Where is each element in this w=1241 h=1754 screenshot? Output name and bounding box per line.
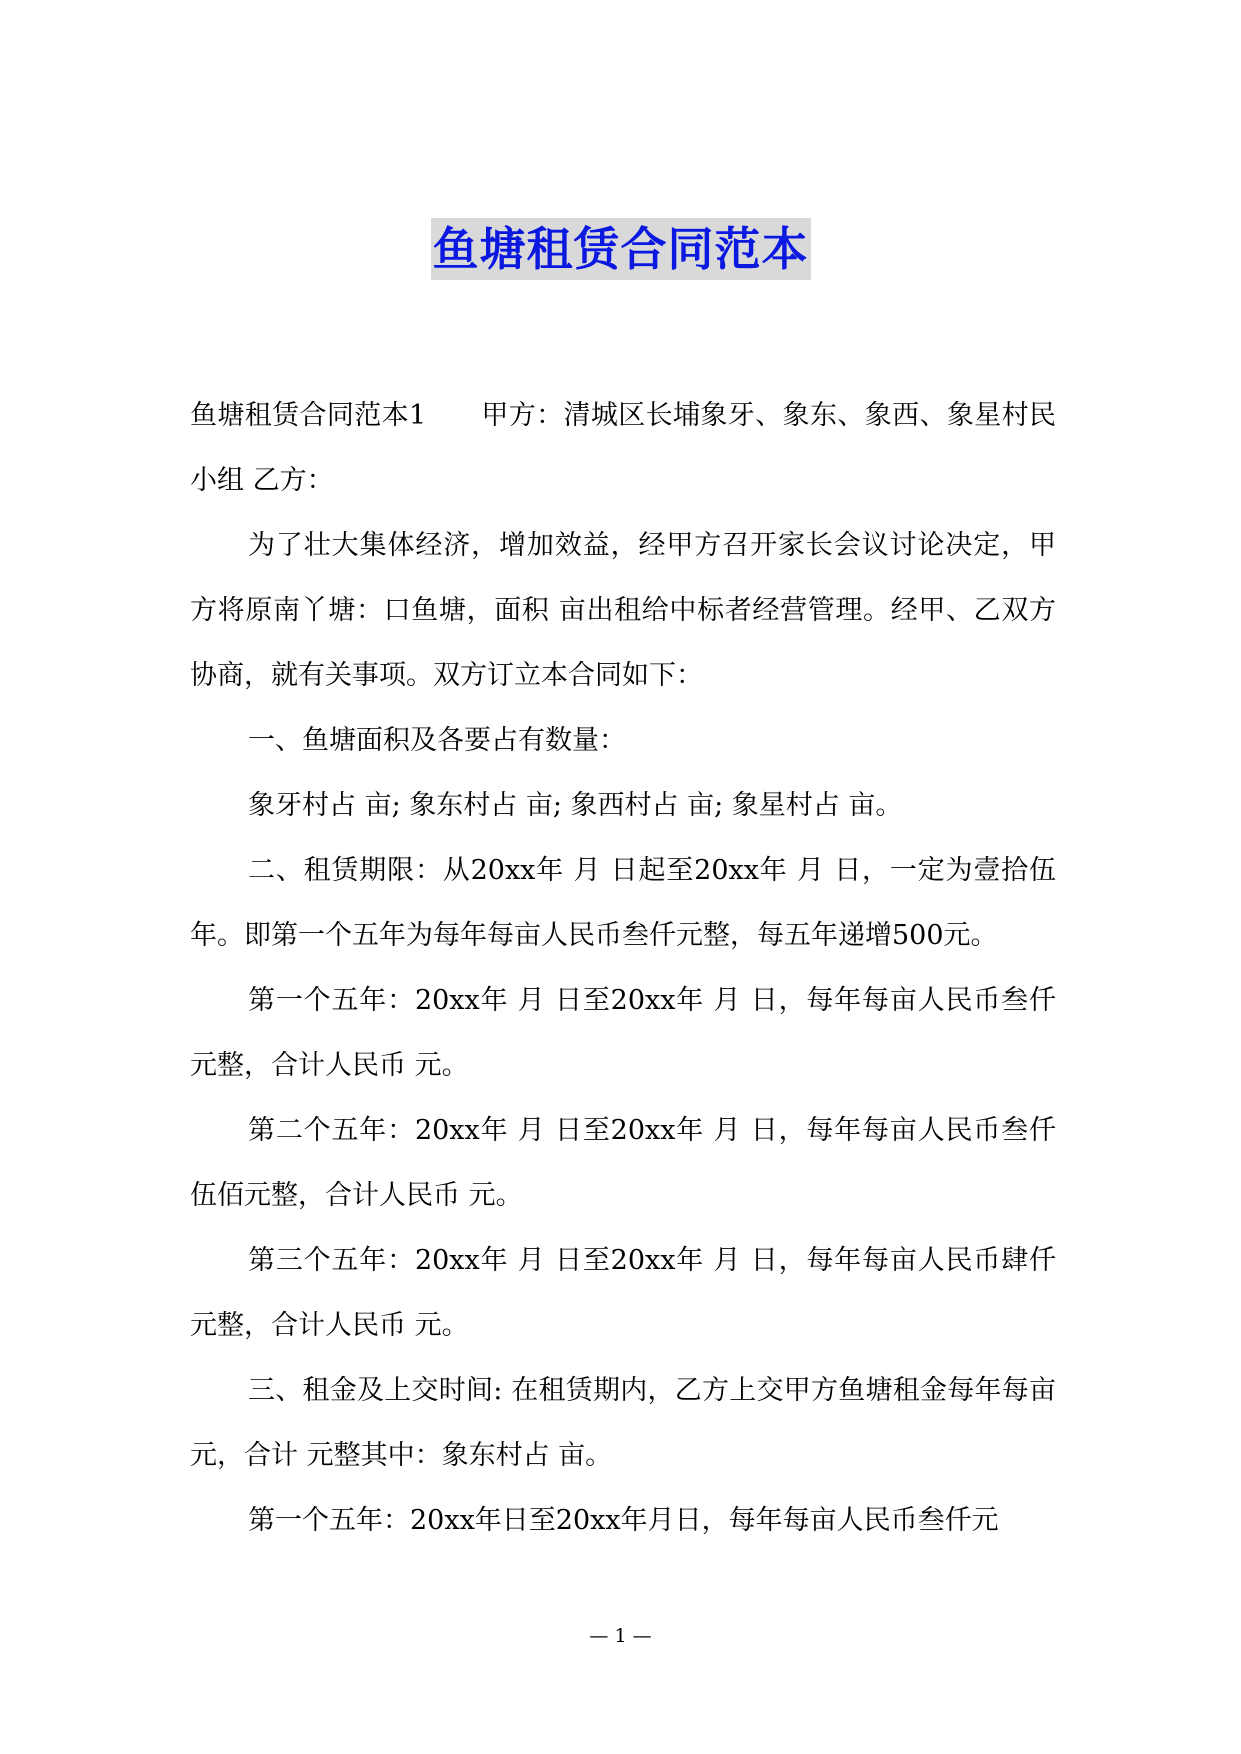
page-number: — 1 — <box>589 1625 652 1647</box>
paragraph: 为了壮大集体经济，增加效益，经甲方召开家长会议讨论决定，甲方将原南丫塘：口鱼塘，面积 亩出租给中标者经营管理。经甲、乙双方协商，就有关事项。双方订立本合同如下： <box>190 530 1056 691</box>
paragraph: 第一个五年：20xx年日至20xx年月日，每年每亩人民币叁仟元 <box>248 1505 999 1536</box>
paragraph: 第三个五年：20xx年 月 日至20xx年 月 日，每年每亩人民币肆仟元整，合计人民币 元。 <box>190 1245 1056 1341</box>
paragraph: 第二个五年：20xx年 月 日至20xx年 月 日，每年每亩人民币叁仟伍佰元整，合计人民币 元。 <box>190 1115 1056 1211</box>
paragraph: 三、租金及上交时间: 在租赁期内，乙方上交甲方鱼塘租金每年每亩 元，合计 元整其中：象东村占 亩。 <box>190 1375 1056 1471</box>
paragraph: 第一个五年：20xx年 月 日至20xx年 月 日，每年每亩人民币叁仟元整，合计人民币 元。 <box>190 985 1056 1081</box>
paragraph: 二、租赁期限：从20xx年 月 日起至20xx年 月 日，一定为壹拾伍年。即第一个五年为每年每亩人民币叁仟元整，每五年递增500元。 <box>190 855 1056 951</box>
document-title: 鱼塘租赁合同范本 <box>431 218 811 280</box>
paragraph: 象牙村占 亩; 象东村占 亩; 象西村占 亩; 象星村占 亩。 <box>248 790 903 821</box>
title-wrapper <box>0 218 1241 280</box>
paragraph: 一、鱼塘面积及各要占有数量： <box>248 725 626 756</box>
paragraph: 鱼塘租赁合同范本1 甲方：清城区长埔象牙、象东、象西、象星村民小组 乙方： <box>190 400 1056 496</box>
document-body <box>190 383 1056 1553</box>
